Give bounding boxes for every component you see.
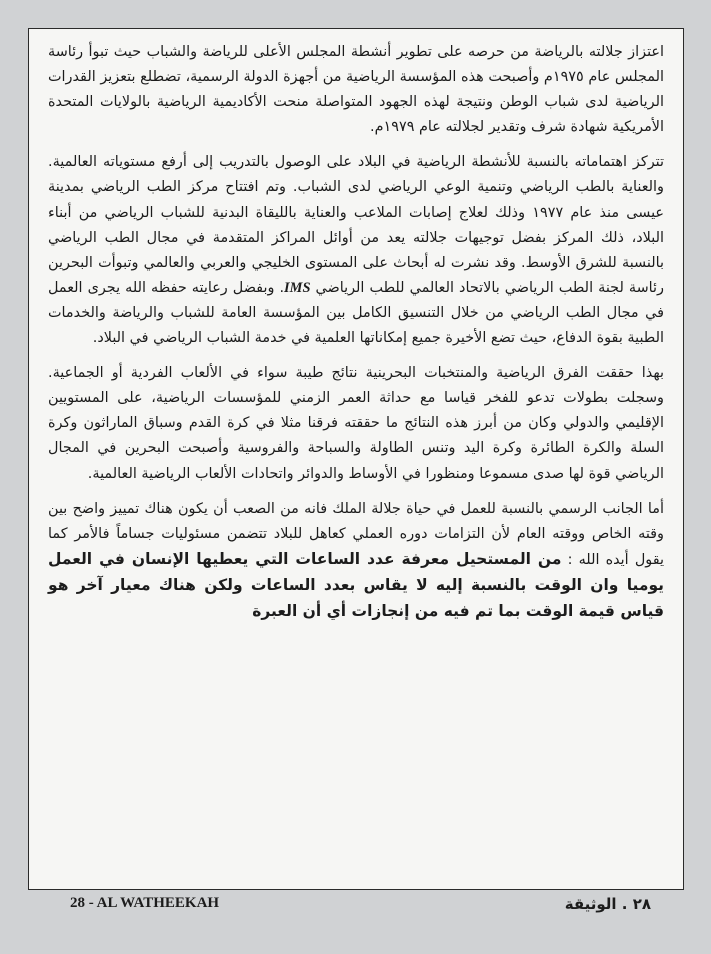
king-quote: من المستحيل معرفة عدد الساعات التي يعطيها الإنسان في العمل يوميا وان الوقت بالنسبة إليه لا يقاس بعدد الساعات ولكن هناك معيار آخر هو قياس قيمة الوقت بما تم فيه من إنجازات أي أن العبرة [48, 549, 664, 620]
paragraph-4 [48, 497, 664, 625]
paragraph-1: اعتزاز جلالته بالرياضة من حرصه على تطوير أنشطة المجلس الأعلى للرياضة والشباب حيث تبوأ رئاسة المجلس عام ١٩٧٥م وأصبحت هذه المؤسسة الرياضية من أجهزة الدولة الرسمية، تضطلع بتعزيز القدرات الرياضية لدى شباب الوطن ونتيجة لهذه الجهود المتواصلة منحت الأكاديمية الرياضية بالولايات المتحدة الأمريكية شهادة شرف وتقدير لجلالته عام ١٩٧٩م. [48, 44, 665, 136]
footer-page-label-arabic: ٢٨ . الوثيقة [564, 895, 651, 913]
paragraph-3: بهذا حققت الفرق الرياضية والمنتخبات البحرينية نتائج طيبة سواء في الألعاب الفردية أو الجماعية. وسجلت بطولات تدعو للفخر قياسا مع حداثة العمر الزمني للمؤسسات الرياضية، على المستويين الإقليمي والدولي وكان من أبرز هذه النتائج ما حققته فرقنا مثلا في كرة القدم وسباق الماراثون وكرة السلة والكرة الطائرة وكرة اليد وتنس الطاولة والسباحة والفروسية وأصبحت البحرين في المجال الرياضي قوة لها صدى مسموعا ومنظورا في الأوساط والدوائر واتحادات الألعاب الرياضية العالمية. [48, 365, 664, 482]
paragraph-2-text-b: . وبفضل رعايته حفظه الله يجرى العمل في مجال الطب الرياضي من خلال التنسيق الكامل بين المؤسسة العامة للشباب والرياضة والخدمات الطبية بقوة الدفاع، حيث تضع الأخيرة جميع إمكاناتها العلمية في خدمة الشباب الرياضي في البلاد. [48, 279, 664, 347]
paragraph-2 [48, 150, 664, 351]
ims-abbreviation: IMS [284, 279, 311, 296]
page-footer [70, 895, 651, 919]
paragraph-2-text-a: تتركز اهتماماته بالنسبة للأنشطة الرياضية في البلاد على الوصول بالتدريب إلى أرفع مستوياته العالمية. والعناية بالطب الرياضي وتنمية الوعي الرياضي لدى الشباب. وتم افتتاح مركز الطب الرياضي بمدينة عيسى منذ عام ١٩٧٧ وذلك لعلاج إصابات الملاعب والعناية بالليقاة البدنية للشباب الرياضي من أبناء البلاد، ذلك المركز بفضل توجيهات جلالته يعد من أوائل المراكز المتقدمة في مجال الطب الرياضي بالنسبة للشرق الأوسط. وقد نشرت له أبحاث على المستوى الخليجي والعربي والعالمي وتبوأت البحرين رئاسة لجنة الطب الرياضي بالاتحاد العالمي للطب الرياضي [48, 154, 665, 296]
footer-page-label-latin: 28 - AL WATHEEKAH [70, 895, 220, 911]
article-body [48, 40, 664, 625]
paragraph-4-text: أما الجانب الرسمي بالنسبة للعمل في حياة جلالة الملك فانه من الصعب أن يكون هناك تمييز واضح بين وقته الخاص ووقته العام لأن التزامات دوره العملي كعاهل للبلاد تتضمن مسئوليات جساماً فالأمر كما يقول أيده الله : [48, 500, 664, 568]
